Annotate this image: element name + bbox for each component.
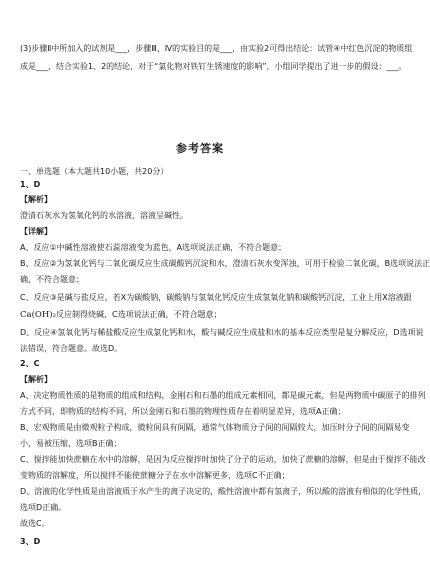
calcium-hydroxide-formula: Ca(OH)₂ <box>20 310 56 320</box>
q2-answer: 2、C <box>20 359 40 368</box>
q1-option-d-line2: 法错误，符合题意。故选D。 <box>20 344 123 353</box>
q2-analysis-tag: 【解析】 <box>20 375 52 384</box>
q1-answer: 1、D <box>20 180 41 189</box>
answer-title: 参考答案 <box>176 142 224 155</box>
q2-option-a-line1: A、决定物质性质的是物质的组成和结构，金刚石和石墨的组成元素相同，都是碳元素，但是两物质中碳原子的排列 <box>20 391 426 400</box>
q1-option-c-line2 <box>20 309 384 321</box>
q2-option-c-line2: 变物质的溶解度，所以搅拌不能使蔗糖分子在水中溶解更多，选项C不正确； <box>20 471 290 480</box>
q1-analysis-tag: 【解析】 <box>20 195 52 204</box>
q1-option-d-line1: D、反应④氢氧化钙与稀盐酸反应生成氯化钙和水，酸与碱反应生成盐和水的基本反应类型是复分解反应，D选项说 <box>20 328 424 337</box>
q3-answer: 3、D <box>20 537 41 546</box>
q2-option-c-line1: C、搅拌能加快蔗糖在水中的溶解，是因为反应搅拌时加快了分子的运动，加快了蔗糖的溶解，但是由于搅拌不能改 <box>20 455 426 464</box>
q2-conclusion: 故选C。 <box>20 519 50 528</box>
q1-option-b-line2: 确，不符合题意； <box>20 275 84 284</box>
q2-option-a-line2: 方式不同，即物质的结构不同，所以金刚石和石墨的物理性质存在着明显差异，选项A正确； <box>20 407 346 416</box>
q1-option-c-line2-text: 反应制得烧碱，C选项说法正确，不符合题意； <box>56 310 222 319</box>
q2-option-b-line1: B、宏观物质是由微观粒子构成，微粒间具有间隔，通常气体物质分子间的间隔较大，加压时分子间的间隔易变 <box>20 423 410 432</box>
q1-option-c-line1: C、反应③是碱与盐反应，若X为碳酸钠，碳酸钠与氢氧化钙反应生成氢氧化钠和碳酸钙沉淀，工业上用X溶液跟 <box>20 293 412 302</box>
q1-analysis: 澄清石灰水为氢氧化钙的水溶液，溶液呈碱性。 <box>20 211 188 220</box>
q1-detail-tag: 【详解】 <box>20 227 52 236</box>
q1-option-a: A、反应①中碱性溶液使石蕊溶液变为蓝色，A选项说法正确，不符合题意； <box>20 243 287 252</box>
question-3-line-2: 成是___，结合实验1、2的结论，对于“氯化物对铁钉生锈速度的影响”，小组同学提出了进一步的假设：___。 <box>20 62 407 71</box>
q2-option-d-line2: 选项D正确。 <box>20 503 67 512</box>
question-3-line-1: (3)步骤Ⅱ中所加入的试剂是___，步骤Ⅲ、Ⅳ的实验目的是___，由实验2可得出结论：试管④中红色沉淀的物质组 <box>20 44 413 53</box>
section-heading: 一、单选题（本大题共10小题，共20分） <box>20 167 169 176</box>
q1-option-b-line1: B、反应②为氢氧化钙与二氧化碳反应生成碳酸钙沉淀和水，澄清石灰水变浑浊，可用于检验二氧化碳，B选项说法正 <box>20 259 430 268</box>
q2-option-b-line2: 小，易被压缩，选项B正确； <box>20 439 122 448</box>
q2-option-d-line1: D、溶液的化学性质是由溶液质于水产生的离子决定的，酸性溶液中都有氢离子，所以酸的溶液有相似的化学性质， <box>20 487 427 496</box>
